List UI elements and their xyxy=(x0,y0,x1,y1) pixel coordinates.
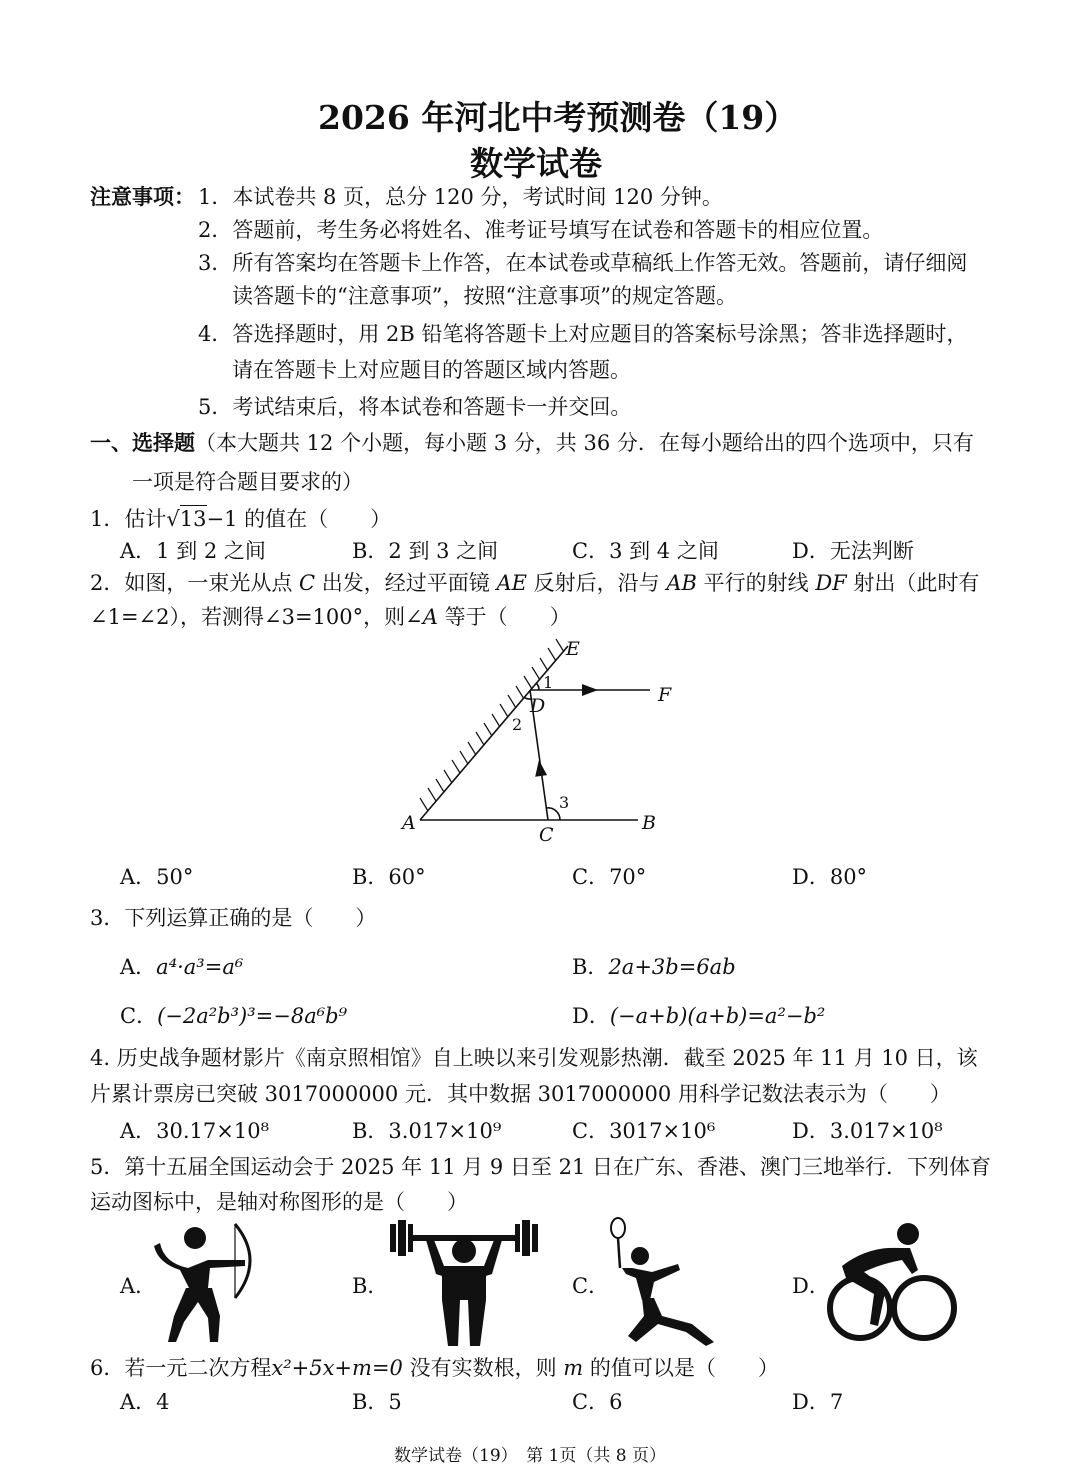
badminton-icon xyxy=(596,1216,720,1346)
q2-text-3: 反射后，沿与 xyxy=(526,571,667,595)
q2-option-a: A．50° xyxy=(120,865,194,889)
q2-option-b: B．60° xyxy=(352,865,426,889)
question-4-stem-cont: 片累计票房已突破 3017000000 元．其中数据 3017000000 用科学记数法表示为（ ） xyxy=(90,1082,951,1106)
q3-option-d: D．(−a+b)(a+b)=a²−b² xyxy=(572,1004,826,1028)
question-5-stem: 5．第十五届全国运动会于 2025 年 11 月 9 日至 21 日在广东、香港、澳门三地举行．下列体育 xyxy=(90,1155,992,1179)
archery-icon xyxy=(150,1218,260,1346)
q2-text-7: 等于（ ） xyxy=(437,605,571,629)
section-desc-cont: 一项是符合题目要求的） xyxy=(132,470,363,494)
q1-option-d: D．无法判断 xyxy=(792,539,914,563)
sqrt-sign: √ xyxy=(166,507,180,531)
q2-mirror-ae: AE xyxy=(496,571,527,595)
label-e: E xyxy=(566,638,580,660)
q6-variable-m: m xyxy=(563,1356,584,1380)
q2-line-ab: AB xyxy=(666,571,697,595)
q2-option-d: D．80° xyxy=(792,865,868,889)
q1-option-c: C．3 到 4 之间 xyxy=(572,539,719,563)
q6-post: 的值可以是（ ） xyxy=(583,1356,779,1380)
label-b: B xyxy=(642,812,656,834)
q1-post: −1 的值在（ ） xyxy=(206,507,392,531)
q3-option-c-expr: (−2a²b³)³=−8a⁶b⁹ xyxy=(157,1004,347,1028)
cycling-icon xyxy=(828,1222,958,1348)
notice-item-4: 4．答选择题时，用 2B 铅笔将答题卡上对应题目的答案标号涂黑；答非选择题时， xyxy=(198,322,968,346)
q5-option-a-label: A． xyxy=(120,1274,157,1298)
exam-title: 2026 年河北中考预测卷（19） xyxy=(318,98,798,137)
q5-option-d-label: D． xyxy=(792,1274,830,1298)
q3-option-b: B．2a+3b=6ab xyxy=(572,955,736,979)
q1-option-a: A．1 到 2 之间 xyxy=(120,539,266,563)
q1-radicand: 13 xyxy=(179,507,207,531)
label-angle-1: 1 xyxy=(543,673,554,692)
arrowhead-df xyxy=(582,684,598,696)
q2-text-1: 2．如图，一束光从点 xyxy=(90,571,300,595)
q1-option-b: B．2 到 3 之间 xyxy=(352,539,499,563)
q4-option-c: C．3017×10⁶ xyxy=(572,1119,716,1143)
q6-option-b: B．5 xyxy=(352,1390,402,1414)
notice-item-2: 2．答题前，考生务必将姓名、准考证号填写在试卷和答题卡的相应位置。 xyxy=(198,218,884,242)
notice-item-3: 3．所有答案均在答题卡上作答，在本试卷或草稿纸上作答无效。答题前，请仔细阅 xyxy=(198,251,968,275)
section-desc: （本大题共 12 个小题，每小题 3 分，共 36 分．在每小题给出的四个选项中，只有 xyxy=(195,431,974,455)
q2-ray-df: DF xyxy=(815,571,847,595)
q6-equation: x²+5x+m=0 xyxy=(271,1356,403,1380)
exam-subtitle: 数学试卷 xyxy=(470,144,602,183)
q1-number: 1． xyxy=(90,507,125,531)
question-5-stem-cont: 运动图标中，是轴对称图形的是（ ） xyxy=(90,1190,468,1214)
q3-option-b-expr: 2a+3b=6ab xyxy=(608,955,736,979)
q2-text-2: 出发，经过平面镜 xyxy=(315,571,497,595)
question-4-stem: 4. 历史战争题材影片《南京照相馆》自上映以来引发观影热潮．截至 2025 年 11 月 10 日，该 xyxy=(90,1046,978,1070)
notice-label: 注意事项： xyxy=(90,184,195,209)
label-angle-3: 3 xyxy=(559,793,570,812)
notice-item-4-cont: 请在答题卡上对应题目的答题区域内答题。 xyxy=(232,358,631,382)
label-a: A xyxy=(402,812,416,834)
label-f: F xyxy=(658,684,672,706)
question-6-stem xyxy=(90,1352,779,1382)
q6-option-d: D．7 xyxy=(792,1390,844,1414)
label-c: C xyxy=(539,824,554,846)
q1-pre: 估计 xyxy=(124,507,167,531)
question-3-stem: 3．下列运算正确的是（ ） xyxy=(90,906,377,930)
label-angle-2: 2 xyxy=(512,715,523,734)
q2-option-c: C．70° xyxy=(572,865,647,889)
angle-1-arc xyxy=(536,683,539,690)
weightlifting-icon xyxy=(388,1218,540,1350)
q5-option-b-label: B． xyxy=(352,1274,389,1298)
q4-option-b: B．3.017×10⁹ xyxy=(352,1119,502,1143)
q3-option-a-expr: a⁴·a³=a⁶ xyxy=(156,955,244,979)
q2-text-5: 射出（此时有 xyxy=(846,571,980,595)
label-d: D xyxy=(530,695,546,717)
notice-item-1: 1．本试卷共 8 页，总分 120 分，考试时间 120 分钟。 xyxy=(198,185,723,209)
q4-option-d: D．3.017×10⁸ xyxy=(792,1119,943,1143)
q6-option-c: C．6 xyxy=(572,1390,623,1414)
q2-text-4: 平行的射线 xyxy=(696,571,816,595)
section-label: 一、选择题 xyxy=(90,430,195,455)
q3-option-c: C．(−2a²b³)³=−8a⁶b⁹ xyxy=(120,1004,347,1028)
q6-pre: 若一元二次方程 xyxy=(124,1356,272,1380)
q3-option-d-expr: (−a+b)(a+b)=a²−b² xyxy=(609,1004,826,1028)
notice-item-5: 5．考试结束后，将本试卷和答题卡一并交回。 xyxy=(198,395,632,419)
q2-point-c: C xyxy=(299,571,316,595)
q6-mid: 没有实数根，则 xyxy=(402,1356,564,1380)
q3-option-a: A．a⁴·a³=a⁶ xyxy=(120,955,244,979)
notice-item-3-cont: 读答题卡的“注意事项”，按照“注意事项”的规定答题。 xyxy=(232,284,737,308)
q6-number: 6． xyxy=(90,1356,125,1380)
q5-option-c-label: C． xyxy=(572,1274,610,1298)
page-footer: 数学试卷（19） 第 1页（共 8 页） xyxy=(394,1446,666,1466)
q2-angle-a: A xyxy=(422,605,438,629)
q6-option-a: A．4 xyxy=(120,1390,170,1414)
q4-option-a: A．30.17×10⁸ xyxy=(120,1119,270,1143)
q2-text-6: ∠1=∠2），若测得∠3=100°，则∠ xyxy=(90,605,423,629)
